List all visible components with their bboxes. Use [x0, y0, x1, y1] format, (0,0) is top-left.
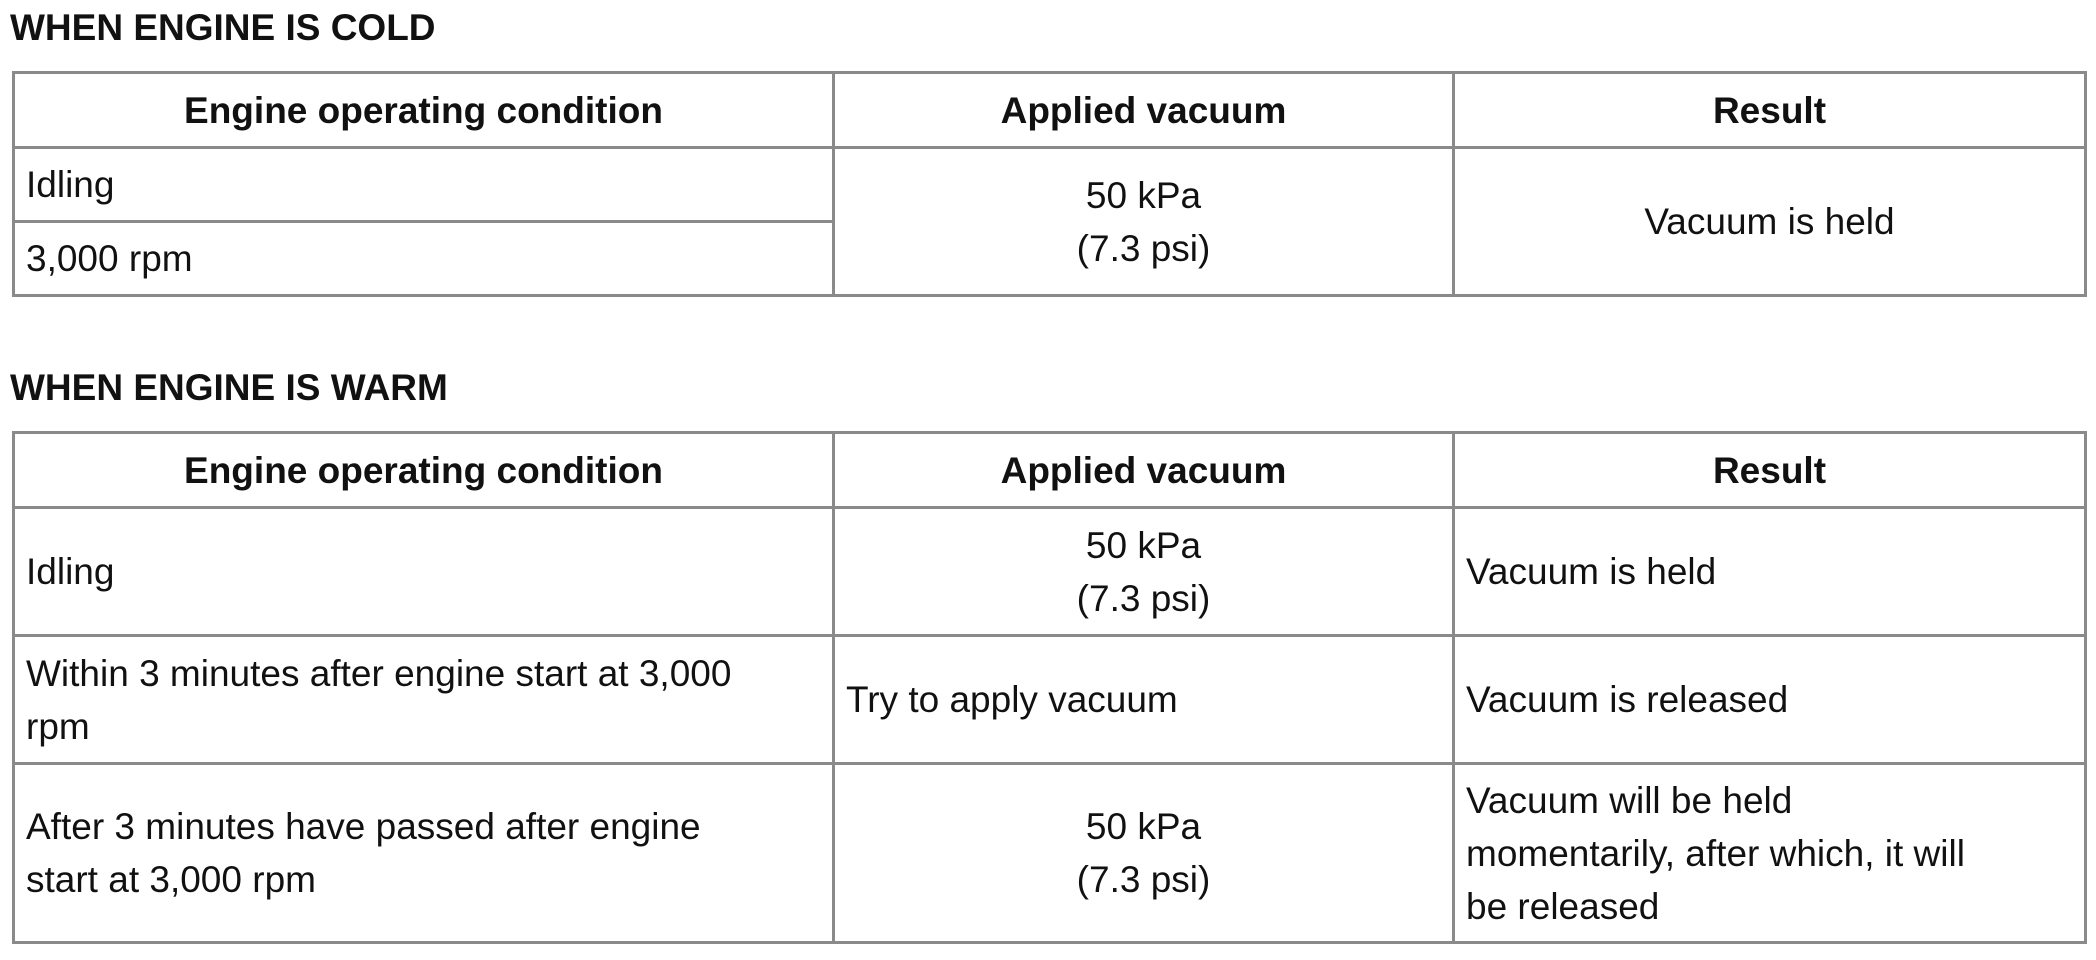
- condition-cell: Idling: [14, 148, 834, 222]
- applied-vacuum-cell: [834, 764, 1454, 943]
- condition-cell: 3,000 rpm: [14, 222, 834, 296]
- vacuum-psi: (7.3 psi): [1076, 859, 1211, 900]
- condition-line: After 3 minutes have passed after engine: [26, 806, 701, 847]
- result-cell: Vacuum is held: [1454, 508, 2086, 636]
- table-header-row: [14, 433, 2086, 508]
- header-engine-condition: Engine operating condition: [14, 73, 834, 148]
- result-cell: Vacuum is released: [1454, 636, 2086, 764]
- header-result: Result: [1454, 73, 2086, 148]
- result-cell: [1454, 764, 2086, 943]
- header-applied-vacuum: Applied vacuum: [834, 73, 1454, 148]
- condition-cell: [14, 636, 834, 764]
- result-line: be released: [1466, 885, 1660, 927]
- condition-line: Within 3 minutes after engine start at 3,000: [26, 652, 732, 694]
- table-row: [14, 636, 2086, 764]
- section-title-cold: WHEN ENGINE IS COLD: [10, 7, 436, 48]
- header-applied-vacuum: Applied vacuum: [834, 433, 1454, 508]
- cold-engine-table: [12, 71, 2087, 297]
- applied-vacuum-cell: Try to apply vacuum: [834, 636, 1454, 764]
- header-result: Result: [1454, 433, 2086, 508]
- applied-vacuum-cell: [834, 508, 1454, 636]
- vacuum-psi: (7.3 psi): [1076, 577, 1211, 619]
- table-row: [14, 508, 2086, 636]
- warm-engine-table: [12, 431, 2087, 944]
- vacuum-kpa: 50 kPa: [1085, 806, 1202, 847]
- applied-vacuum-cell: [834, 148, 1454, 296]
- vacuum-psi: (7.3 psi): [1076, 227, 1211, 269]
- result-line: Vacuum will be held: [1466, 779, 1793, 821]
- condition-line: start at 3,000 rpm: [26, 859, 316, 900]
- vacuum-kpa: 50 kPa: [1085, 524, 1202, 566]
- condition-cell: [14, 764, 834, 943]
- result-line: momentarily, after which, it will: [1466, 832, 1965, 874]
- section-title-warm: WHEN ENGINE IS WARM: [10, 367, 448, 408]
- table-row: [14, 764, 2086, 943]
- table-header-row: [14, 73, 2086, 148]
- header-engine-condition: Engine operating condition: [14, 433, 834, 508]
- condition-cell: Idling: [14, 508, 834, 636]
- vacuum-kpa: 50 kPa: [1085, 174, 1202, 216]
- table-row: [14, 148, 2086, 222]
- result-cell: Vacuum is held: [1454, 148, 2086, 296]
- condition-line: rpm: [26, 705, 90, 747]
